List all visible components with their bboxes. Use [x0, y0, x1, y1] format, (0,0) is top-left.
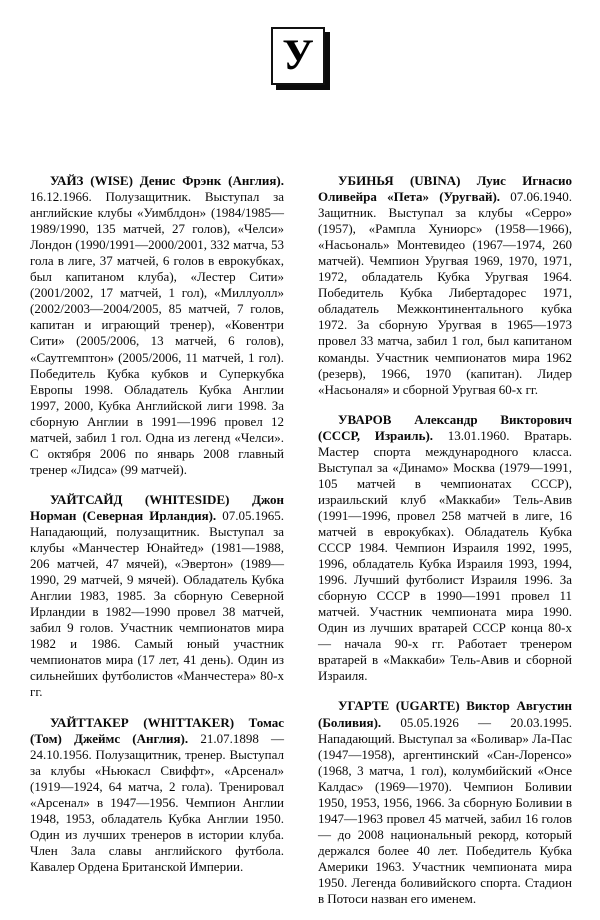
two-column-body — [0, 160, 600, 920]
entry-body: 16.12.1966. Полузащитник. Выступал за английские клубы «Уимблдон» (1984/1985—1989/1990, 135 матчей, 27 голов), «Челси» Лондон (1990/1991—2000/2001, 332 матча, 53 гола в лиге, 37 матчей, 6 голов в еврокубках, был капитаном клуба), «Лестер Сити» (2001/2002, 17 матчей, 1 гол), «Миллуолл» (2002/2003—2004/2005, 85 матчей, 7 голов, капитан и играющий тренер), «Ковентри Сити» (2005/2006, 13 матчей, 6 голов), «Саутгемптон» (2005/2006, 11 матчей, 1 гол). Победитель Кубка кубков и Суперкубка Европы 1998. Обладатель Кубка Англии 1997, 2000, Кубка Английской лиги 1998. За сборную Англии в 1991—1996 провел 12 матчей, забил 1 гол. Одна из легенд «Челси». С октября 2006 по январь 2008 главный тренер «Лидса» (99 матчей). — [30, 189, 284, 477]
entry-headword: УГАРТЕ (UGARTE) Виктор Августин (Боливия). — [318, 698, 572, 730]
entry-whittaker — [30, 715, 284, 875]
entry-body: 13.01.1960. Вратарь. Мастер спорта международного класса. Выступал за «Динамо» Москва (1979—1991, 105 матчей в чемпионатах СССР), израильский клуб «Маккаби» Тель-Авив (1991—1996, провел 258 матчей в лиге, 16 матчей в еврокубках). Обладатель Кубка СССР 1984. Чемпион Израиля 1992, 1995, 1996, обладатель Кубка Израиля 1993, 1994, 1996. Лучший футболист Израиля 1996. За сборную СССР в 1990—1991 провел 11 матчей. Участник чемпионата мира 1990. Один из лучших вратарей СССР конца 80-х — начала 90-х гг. Работает тренером вратарей в «Маккаби» Тель-Авив и сборной Израиля. — [318, 427, 572, 684]
entry-headword: УАЙТСАЙД (WHITESIDE) Джон Норман (Северная Ирландия). — [30, 491, 284, 523]
entry-wise — [30, 173, 284, 478]
entry-paragraph — [30, 492, 284, 701]
entry-headword: УВАРОВ Александр Викторович (СССР, Израиль). — [318, 411, 572, 443]
entry-paragraph — [318, 412, 572, 685]
entry-whiteside — [30, 492, 284, 701]
letter-badge-text: У — [282, 31, 314, 79]
entry-body: 21.07.1898 — 24.10.1956. Полузащитник, тренер. Выступал за клубы «Ньюкасл Свиффт», «Арсенал» (1919—1924, 64 матча, 2 гола). Тренировал «Арсенал» в 1947—1956. Чемпион Англии 1948, 1953, обладатель Кубка Англии 1950. Один из лучших тренеров в истории клуба. Член Зала славы английского футбола. Кавалер Ордена Британской Империи. — [30, 730, 284, 874]
entry-body: 07.05.1965. Нападающий, полузащитник. Выступал за клубы «Манчестер Юнайтед» (1981—1988, 206 матчей, 47 мячей), «Эвертон» (1989—1990, 29 матчей, 9 мячей). Обладатель Кубка Англии 1983, 1985. За сборную Северной Ирландии в 1982—1990 провел 38 матчей, забил 9 голов. Участник чемпионатов мира 1982 и 1986. Самый юный участник чемпионатов мира (17 лет, 41 день). Один из сильнейших футболистов «Манчестера» 80-х гг. — [30, 507, 284, 700]
entry-body: 07.06.1940. Защитник. Выступал за клубы «Серро» (1957), «Рампла Хуниорс» (1958—1966), «Насьональ» Монтевидео (1967—1974, 260 матчей). Чемпион Уругвая 1969, 1970, 1971, 1972, обладатель Кубка Уругвая 1964. Победитель Кубка Либертадорес 1971, обладатель Межконтинентального кубка 1972. За сборную Уругвая в 1965—1973 провел 33 матча, забил 1 гол, был капитаном команды. Участник чемпионатов мира 1962 (резерв), 1966, 1970 (капитан). Лидер «Насьоналя» и сборной Уругвая 60-х гг. — [318, 189, 572, 397]
letter-badge — [271, 27, 329, 89]
entry-uvarov — [318, 412, 572, 685]
entry-headword: УАЙЗ (WISE) Денис Фрэнк (Англия). — [50, 173, 284, 188]
entry-headword: УАЙТТАКЕР (WHITTAKER) Томас (Том) Джеймс (Англия). — [30, 714, 284, 746]
letter-badge-box — [271, 27, 325, 85]
entry-paragraph — [30, 173, 284, 478]
entry-ugarte — [318, 698, 572, 907]
entry-paragraph — [30, 715, 284, 875]
entry-paragraph — [318, 698, 572, 907]
entry-body: 05.05.1926 — 20.03.1995. Нападающий. Выступал за «Боливар» Ла-Пас (1947—1958), аргентинский «Сан-Лоренсо» (1968, 3 матча, 1 гол), колумбийский «Онсе Калдас» (1969—1970). Чемпион Боливии 1950, 1953, 1956, 1966. За сборную Боливии в 1947—1963 провел 45 матчей, забил 16 голов — до 2008 национальный рекорд, который держался более 40 лет. Победитель Кубка Америки 1963. Участник чемпионата мира 1950. Легенда боливийского спорта. Стадион в Потоси назван его именем. — [318, 714, 572, 907]
page-header — [0, 0, 600, 160]
entry-paragraph — [318, 173, 572, 398]
right-column — [318, 160, 572, 920]
left-column — [30, 160, 284, 920]
entry-ubina — [318, 173, 572, 398]
entry-headword: УБИНЬЯ (UBINA) Луис Игнасио Оливейра «Пета» (Уругвай). — [318, 173, 572, 205]
